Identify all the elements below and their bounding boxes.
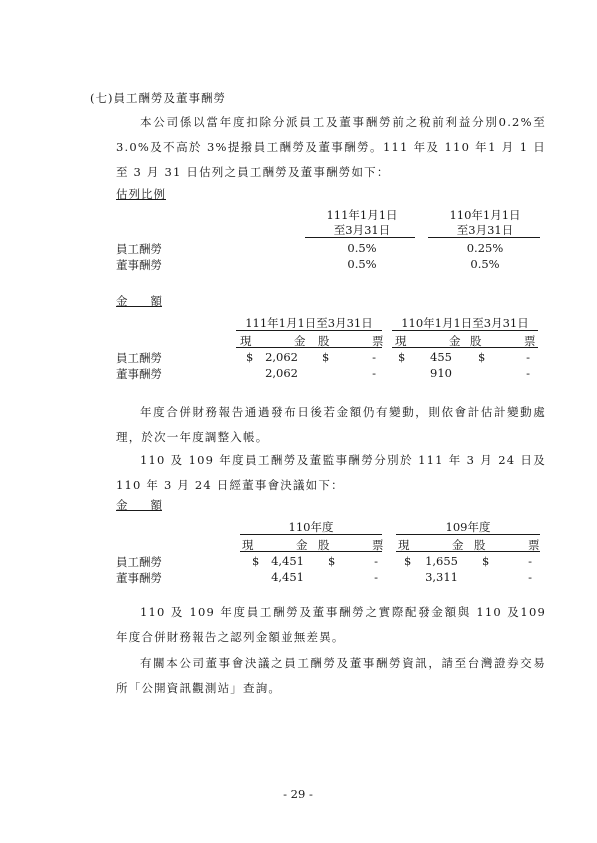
- amount2-cash-header: 現 金: [242, 538, 310, 552]
- amount2-cash-value: 1,655: [425, 554, 458, 568]
- amount1-cash-header: 現 金: [240, 334, 308, 348]
- amount2-subheader-rule-1: [240, 551, 382, 552]
- amount2-period1-header: 110年度: [288, 520, 334, 534]
- amount1-cash-value: 455: [430, 350, 452, 364]
- amount2-period1-rule: [240, 534, 382, 535]
- ratio-col1-header-line1: 111年1月1日: [326, 208, 398, 222]
- amount2-currency: $: [328, 554, 336, 568]
- section-title: (七)員工酬勞及董事酬勞: [90, 91, 226, 105]
- amount1-cash-header-2: 現 金: [395, 334, 463, 348]
- amount2-cash-value: 4,451: [271, 554, 304, 568]
- amount1-stock-value: -: [372, 350, 376, 364]
- amount1-subheader-rule-2: [392, 347, 538, 348]
- amount1-period2-rule: [392, 330, 538, 331]
- ratio-heading: 估列比例: [116, 187, 166, 201]
- amount1-row-label: 董事酬勞: [116, 367, 162, 381]
- amount2-cash-value: 4,451: [271, 570, 304, 584]
- amount1-row-label: 員工酬勞: [116, 351, 162, 365]
- amount2-stock-value: -: [374, 554, 378, 568]
- paragraph-adjustment: 年度合併財務報告通過發布日後若金額仍有變動，則依會計估計變動處理，於次一年度調整入帳。: [116, 405, 546, 444]
- amount2-period2-rule: [396, 534, 540, 535]
- page-number: - 29 -: [283, 787, 313, 801]
- ratio-col1-header-line2: 至3月31日: [333, 223, 391, 237]
- amount1-currency: $: [398, 350, 406, 364]
- amount1-stock-header: 股 票: [318, 334, 386, 348]
- amount1-cash-value: 2,062: [265, 366, 298, 380]
- ratio-col2-rule: [428, 237, 540, 238]
- amount2-row-label: 董事酬勞: [116, 571, 162, 585]
- amount2-cash-header-2: 現 金: [398, 538, 466, 552]
- amount1-cash-value: 910: [430, 366, 452, 380]
- ratio-col2-header-line1: 110年1月1日: [449, 208, 521, 222]
- paragraph-board-resolution: 110 及 109 年度員工酬勞及董監事酬勞分別於 111 年 3 月 24 日及 110 年 3 月 24 日經董事會決議如下：: [116, 453, 546, 492]
- amount2-currency: $: [482, 554, 490, 568]
- amount2-stock-value: -: [528, 554, 532, 568]
- paragraph-policy: 本公司係以當年度扣除分派員工及董事酬勞前之稅前利益分別0.2%至 3.0%及不高於 3%提撥員工酬勞及董事酬勞。111 年及 110 年1 月 1 日至 3 月 31 日估列之員工酬勞及董事酬勞如下：: [116, 115, 546, 179]
- ratio-value: 0.5%: [347, 241, 377, 255]
- amount2-period2-header: 109年度: [445, 520, 491, 534]
- amount1-period1-header: 111年1月1日至3月31日: [245, 316, 373, 330]
- amount2-stock-value: -: [528, 570, 532, 584]
- amount1-currency: $: [322, 350, 330, 364]
- amount1-cash-value: 2,062: [265, 350, 298, 364]
- amount2-stock-header: 股 票: [318, 538, 386, 552]
- amount1-stock-value: -: [526, 350, 530, 364]
- ratio-row-label: 員工酬勞: [116, 242, 162, 256]
- ratio-value: 0.5%: [347, 257, 377, 271]
- amount1-currency: $: [246, 350, 254, 364]
- amount2-stock-header-2: 股 票: [474, 538, 542, 552]
- ratio-col1-rule: [305, 237, 415, 238]
- amount1-currency: $: [478, 350, 486, 364]
- ratio-row-label: 董事酬勞: [116, 258, 162, 272]
- amount2-currency: $: [404, 554, 412, 568]
- amount1-period2-header: 110年1月1日至3月31日: [401, 316, 529, 330]
- amount1-period1-rule: [236, 330, 382, 331]
- amount1-stock-value: -: [372, 366, 376, 380]
- amount2-cash-value: 3,311: [425, 570, 458, 584]
- amount2-row-label: 員工酬勞: [116, 555, 162, 569]
- amount1-stock-header-2: 股 票: [470, 334, 538, 348]
- amount-heading-2: 金 額: [116, 498, 162, 512]
- amount2-subheader-rule-2: [396, 551, 540, 552]
- ratio-value: 0.5%: [470, 257, 500, 271]
- paragraph-difference: 110 及 109 年度員工酬勞及董事酬勞之實際配發金額與 110 及109 年度合併財務報告之認列金額並無差異。: [116, 605, 546, 644]
- paragraph-info-source: 有關本公司董事會決議之員工酬勞及董事酬勞資訊，請至台灣證券交易所「公開資訊觀測站」查詢。: [116, 656, 546, 695]
- ratio-col2-header-line2: 至3月31日: [456, 223, 514, 237]
- amount2-stock-value: -: [374, 570, 378, 584]
- amount-heading-1: 金 額: [116, 294, 162, 308]
- amount1-stock-value: -: [526, 366, 530, 380]
- amount1-subheader-rule-1: [236, 347, 382, 348]
- ratio-value: 0.25%: [466, 241, 504, 255]
- amount2-currency: $: [252, 554, 260, 568]
